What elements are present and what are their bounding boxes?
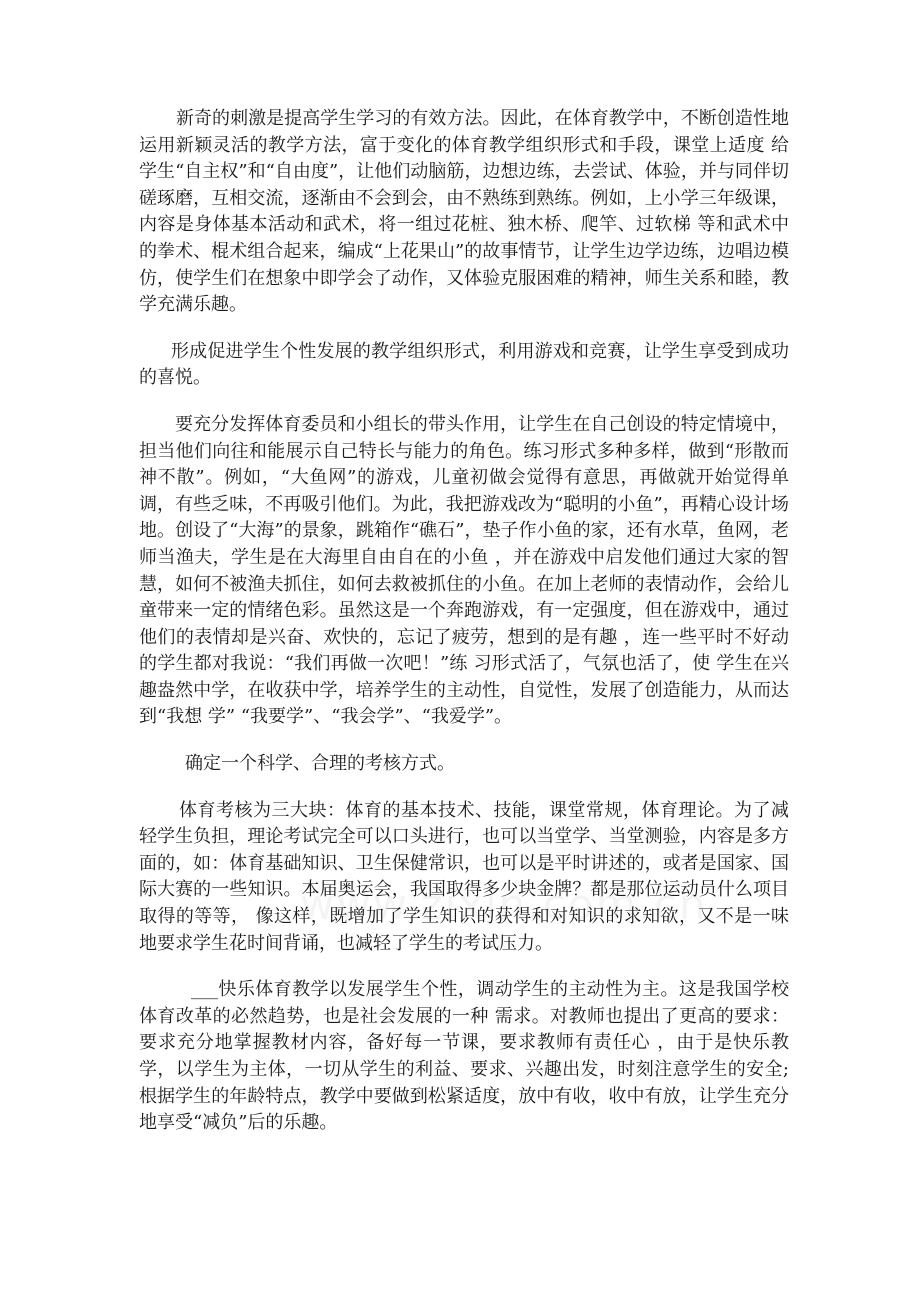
paragraph-2: 形成促进学生个性发展的教学组织形式，利用游戏和竞赛，让学生享受到成功的喜悦。 [139,340,789,389]
paragraph-3: 要充分发挥体育委员和小组长的带头作用，让学生在自己创设的特定情境中，担当他们向往和能展示自己特长与能力的角色。练习形式多种多样，做到“形散而神不散”。例如，“大鱼网”的游戏，儿童初做会觉得有意思，再做就开始觉得单调，有些乏味，不再吸引他们。为此，我把游戏改为“聪明的小鱼”，再精心设计场地。创设了“大海”的景象，跳箱作“礁石”，垫子作小鱼的家，还有水草，鱼网，老师当渔夫，学生是在大海里自由自在的小鱼 ，并在游戏中启发他们通过大家的智慧，如何不被渔夫抓住，如何去救被抓住的小鱼。在加上老师的表情动作，会给儿童带来一定的情绪色彩。虽然这是一个奔跑游戏，有一定强度，但在游戏中，通过他们的表情却是兴奋、欢快的，忘记了疲劳，想到的是有趣 ，连一些平时不好动的学生都对我说：“我们再做一次吧！”练 习形式活了，气氛也活了，使 学生在兴趣盎然中学，在收获中学，培养学生的主动性，自觉性，发展了创造能力，从而达到“我想 学” “我要学”、“我会学”、“我爱学”。 [139,413,789,728]
paragraph-6: ___快乐体育教学以发展学生个性，调动学生的主动性为主。这是我国学校体育改革的必然趋势，也是社会发展的一种 需求。对教师也提出了更高的要求：要求充分地掌握教材内容，备好每一节课，要求教师有责任心 ，由于是快乐教学，以学生为主体，一切从学生的利益、要求、兴趣出发，时刻注意学生的安全;根据学生的年龄特点，教学中要做到松紧适度，放中有收，收中有放，让学生充分地享受“减负”后的乐趣。 [139,979,789,1134]
document-body [139,106,789,1137]
paragraph-1: 新奇的刺激是提高学生学习的有效方法。因此，在体育教学中，不断创造性地运用新颖灵活的教学方法，富于变化的体育教学组织形式和手段，课堂上适度 给学生“自主权”和“自由度”，让他们动脑筋，边想边练，去尝试、体验，并与同伴切磋琢磨，互相交流，逐渐由不会到会，由不熟练到熟练。例如，上小学三年级课，内容是身体基本活动和武术，将一组过花桩、独木桥、爬竿、过软梯 等和武术中的拳术、棍术组合起来，编成“上花果山”的故事情节，让学生边学边练，边唱边模仿，使学生们在想象中即学会了动作，又体验克服困难的精神，师生关系和睦，教学充满乐趣。 [139,108,789,316]
paragraph-4: 确定一个科学、合理的考核方式。 [185,753,455,775]
paragraph-5: 体育考核为三大块：体育的基本技术、技能，课堂常规，体育理论。为了减轻学生负担，理论考试完全可以口头进行，也可以当堂学、当堂测验，内容是多方面的，如：体育基础知识、卫生保健常识，也可以是平时讲述的，或者是国家、国际大赛的一些知识。本届奥运会，我国取得多少块金牌？都是那位运动员什么项目取得的等等， 像这样，既增加了学生知识的获得和对知识的求知欲，又不是一味地要求学生花时间背诵，也减轻了学生的考试压力。 [139,799,789,954]
